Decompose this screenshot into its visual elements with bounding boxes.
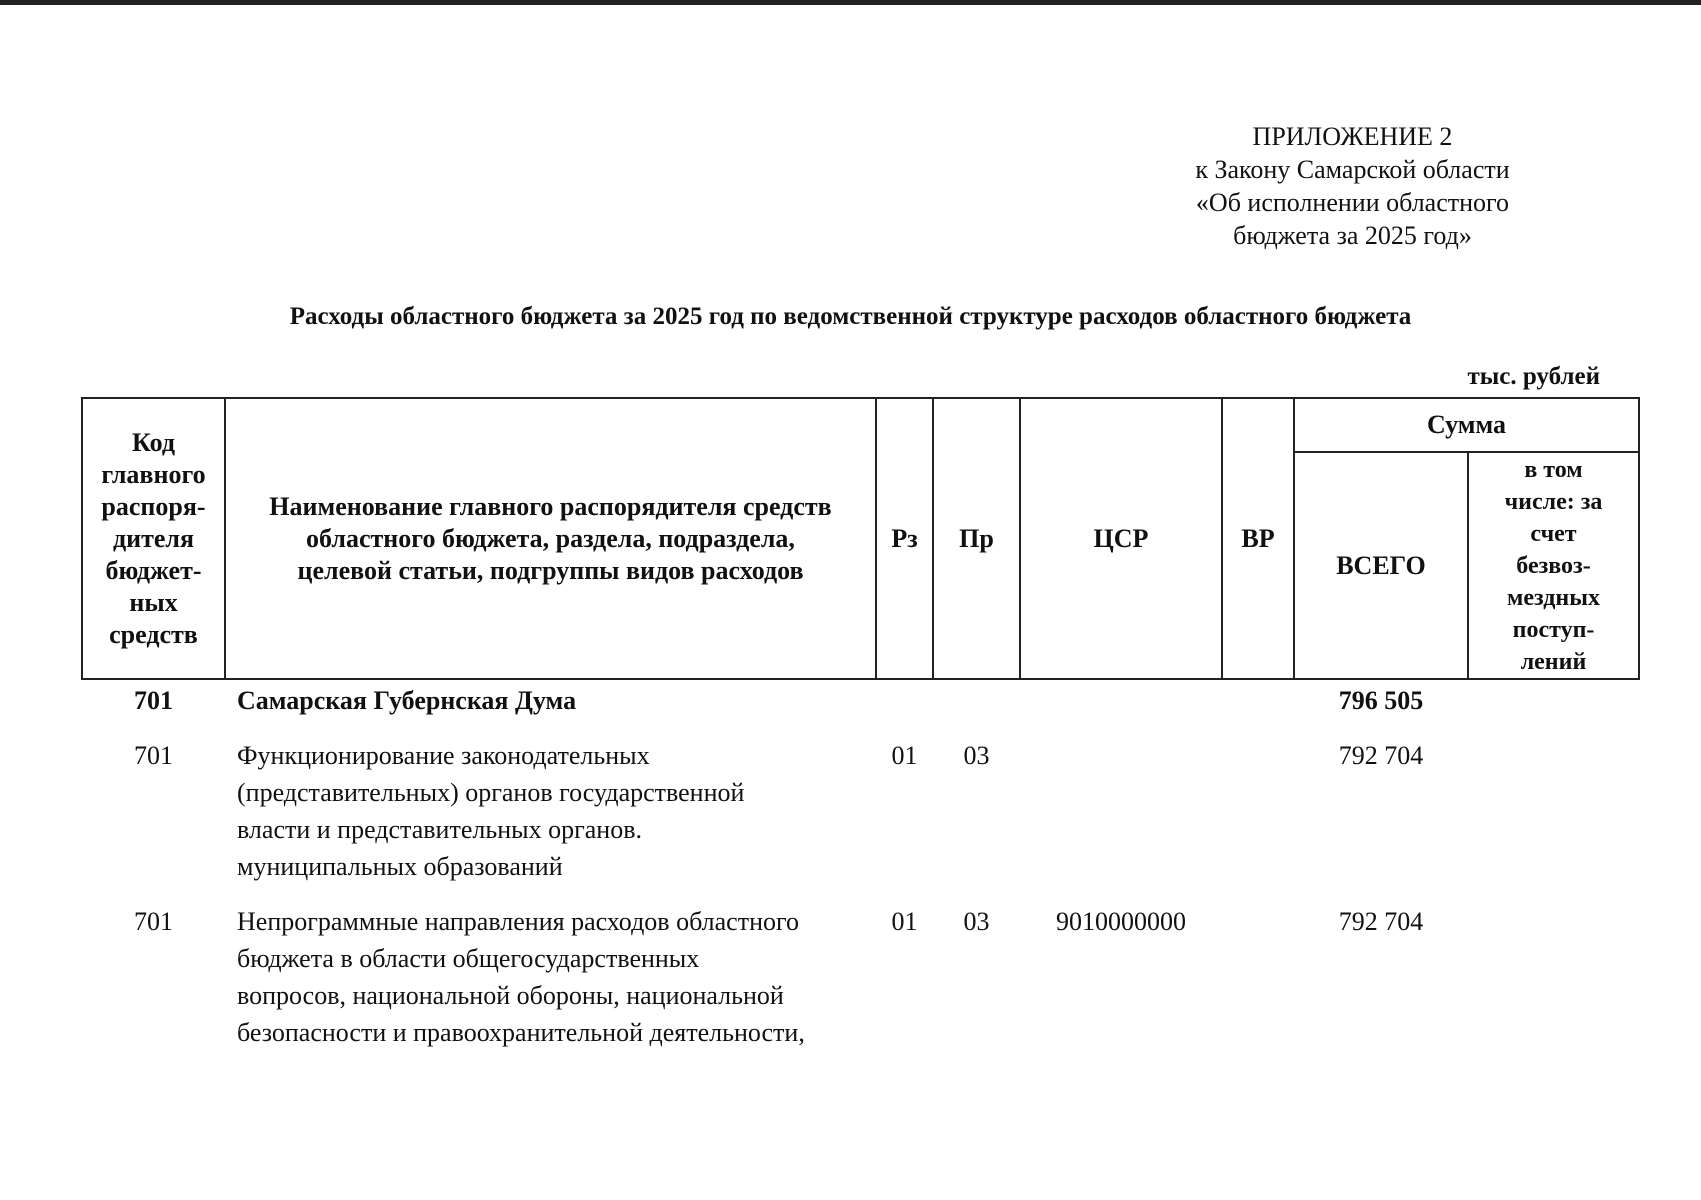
cell-csr — [1020, 719, 1222, 885]
budget-table — [81, 397, 1640, 1051]
cell-total: 792 704 — [1338, 741, 1424, 770]
cell-free-receipts — [1468, 679, 1639, 719]
cell-free-receipts — [1468, 885, 1639, 1051]
cell-csr — [1020, 679, 1222, 719]
appendix-law-name-line1: «Об исполнении областного — [1195, 188, 1510, 217]
table-header — [82, 398, 1639, 679]
header-free-receipts: в том числе: за счет безвоз- мездных поступ- лений — [1468, 452, 1639, 679]
units-label: тыс. рублей — [1467, 363, 1600, 390]
cell-pr: 03 — [963, 907, 990, 936]
cell-rz: 01 — [891, 907, 918, 936]
cell-name: Непрограммные направления расходов областного бюджета в области общегосударственных вопросов, национальной обороны, национальной безопасности и правоохранительной деятельности, — [237, 907, 805, 1047]
header-name: Наименование главного распорядителя средств областного бюджета, раздела, подраздела, целевой статьи, подгруппы видов расходов — [225, 398, 876, 679]
header-sum: Сумма — [1294, 398, 1639, 452]
appendix-header — [1160, 120, 1545, 252]
header-code: Код главного распоря- дителя бюджет- ных средств — [82, 398, 225, 679]
cell-code: 701 — [134, 686, 173, 715]
appendix-law-name-line2: бюджета за 2025 год» — [1233, 221, 1472, 250]
table-row — [82, 719, 1639, 885]
header-csr: ЦСР — [1020, 398, 1222, 679]
cell-rz: 01 — [891, 741, 918, 770]
header-pr: Пр — [933, 398, 1020, 679]
header-row-1 — [82, 398, 1639, 452]
cell-free-receipts — [1468, 719, 1639, 885]
table-body — [82, 679, 1639, 1051]
table-row — [82, 885, 1639, 1051]
cell-total: 796 505 — [1338, 686, 1424, 715]
cell-code: 701 — [134, 907, 173, 936]
document-title: Расходы областного бюджета за 2025 год по ведомственной структуре расходов областного бюджета — [289, 303, 1412, 330]
appendix-title: ПРИЛОЖЕНИЕ 2 — [1252, 122, 1453, 151]
cell-name: Самарская Губернская Дума — [237, 686, 577, 715]
cell-code: 701 — [134, 741, 173, 770]
cell-vr — [1222, 885, 1294, 1051]
cell-vr — [1222, 679, 1294, 719]
header-vr: ВР — [1222, 398, 1294, 679]
header-rz: Рз — [876, 398, 933, 679]
cell-pr: 03 — [963, 741, 990, 770]
cell-rz — [876, 679, 933, 719]
cell-vr — [1222, 719, 1294, 885]
appendix-law-reference: к Закону Самарской области — [1195, 155, 1510, 184]
cell-csr: 9010000000 — [1056, 907, 1186, 936]
header-total: ВСЕГО — [1294, 452, 1468, 679]
cell-name: Функционирование законодательных (представительных) органов государственной власти и представительных органов. муниципальных образований — [237, 741, 745, 881]
cell-total: 792 704 — [1338, 907, 1424, 936]
cell-pr — [933, 679, 1020, 719]
top-border-line — [0, 0, 1701, 5]
table-row — [82, 679, 1639, 719]
